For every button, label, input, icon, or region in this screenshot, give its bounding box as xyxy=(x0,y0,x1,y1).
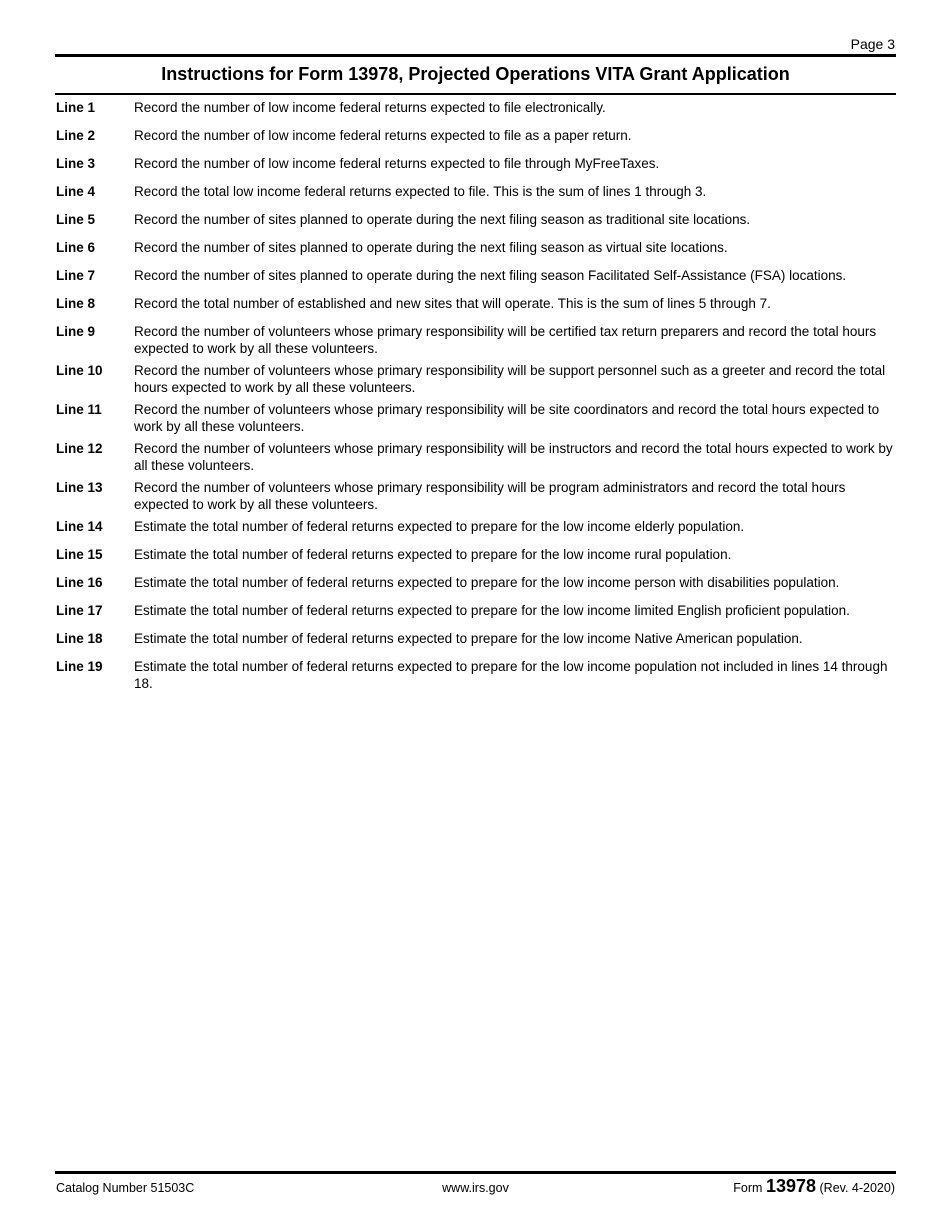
line-label: Line 1 xyxy=(56,100,96,115)
line-label: Line 14 xyxy=(56,519,103,534)
form-prefix: Form xyxy=(733,1181,763,1195)
line-text: Record the number of volunteers whose primary responsibility will be support personnel such as a greeter and record the total hours expected to work by all these volunteers. xyxy=(134,363,886,395)
line-label: Line 18 xyxy=(56,631,103,646)
line-label: Line 10 xyxy=(56,363,103,378)
line-text: Estimate the total number of federal returns expected to prepare for the low income limited English proficient population. xyxy=(134,603,850,618)
page-footer xyxy=(56,1176,895,1200)
line-label: Line 6 xyxy=(56,240,96,255)
line-text: Record the total number of established and new sites that will operate. This is the sum of lines 5 through 7. xyxy=(134,296,771,311)
line-label: Line 16 xyxy=(56,575,103,590)
title-bottom-rule xyxy=(55,93,896,95)
line-instruction xyxy=(56,362,896,396)
line-label: Line 15 xyxy=(56,547,103,562)
line-text: Record the total low income federal returns expected to file. This is the sum of lines 1 through 3. xyxy=(134,184,707,199)
page-title: Instructions for Form 13978, Projected Operations VITA Grant Application xyxy=(161,64,790,84)
form-number: 13978 xyxy=(765,1176,817,1196)
line-instructions-list xyxy=(56,99,896,697)
line-instruction xyxy=(56,323,896,357)
footer-rule xyxy=(55,1171,896,1174)
line-label: Line 9 xyxy=(56,324,96,339)
line-text: Estimate the total number of federal returns expected to prepare for the low income elderly population. xyxy=(134,519,745,534)
line-text: Estimate the total number of federal returns expected to prepare for the low income population not included in lines 14 through 18. xyxy=(134,659,888,691)
line-instruction xyxy=(56,630,896,647)
line-label: Line 11 xyxy=(56,402,102,417)
line-instruction xyxy=(56,99,896,116)
line-label: Line 17 xyxy=(56,603,103,618)
line-instruction xyxy=(56,574,896,591)
line-label: Line 13 xyxy=(56,480,103,495)
line-text: Record the number of sites planned to operate during the next filing season as virtual site locations. xyxy=(134,240,728,255)
line-text: Record the number of low income federal returns expected to file as a paper return. xyxy=(134,128,632,143)
line-label: Line 4 xyxy=(56,184,96,199)
line-instruction xyxy=(56,127,896,144)
line-instruction xyxy=(56,211,896,228)
line-text: Record the number of volunteers whose primary responsibility will be instructors and record the total hours expected to work by all these volunteers. xyxy=(134,441,893,473)
line-label: Line 3 xyxy=(56,156,96,171)
line-label: Line 8 xyxy=(56,296,96,311)
line-instruction xyxy=(56,155,896,172)
line-instruction xyxy=(56,518,896,535)
line-text: Record the number of volunteers whose primary responsibility will be certified tax return preparers and record the total hours expected to work by all these volunteers. xyxy=(134,324,877,356)
line-instruction xyxy=(56,658,896,692)
line-label: Line 5 xyxy=(56,212,96,227)
line-text: Estimate the total number of federal returns expected to prepare for the low income rural population. xyxy=(134,547,732,562)
line-instruction xyxy=(56,546,896,563)
line-instruction xyxy=(56,440,896,474)
line-text: Record the number of low income federal returns expected to file through MyFreeTaxes. xyxy=(134,156,660,171)
line-instruction xyxy=(56,267,896,284)
line-instruction xyxy=(56,602,896,619)
form-identifier xyxy=(733,1176,895,1197)
line-text: Estimate the total number of federal returns expected to prepare for the low income person with disabilities population. xyxy=(134,575,840,590)
website-link[interactable]: www.irs.gov xyxy=(442,1181,509,1195)
catalog-number: Catalog Number 51503C xyxy=(56,1181,195,1195)
line-text: Record the number of sites planned to operate during the next filing season Facilitated Self-Assistance (FSA) locations. xyxy=(134,268,847,283)
line-label: Line 12 xyxy=(56,441,103,456)
line-text: Record the number of low income federal returns expected to file electronically. xyxy=(134,100,606,115)
line-instruction xyxy=(56,479,896,513)
line-text: Estimate the total number of federal returns expected to prepare for the low income Native American population. xyxy=(134,631,803,646)
line-instruction xyxy=(56,183,896,200)
line-label: Line 2 xyxy=(56,128,96,143)
line-instruction xyxy=(56,239,896,256)
line-text: Record the number of volunteers whose primary responsibility will be program administrators and record the total hours expected to work by all these volunteers. xyxy=(134,480,846,512)
line-text: Record the number of volunteers whose primary responsibility will be site coordinators and record the total hours expected to work by all these volunteers. xyxy=(134,402,880,434)
line-label: Line 19 xyxy=(56,659,103,674)
page-number: Page 3 xyxy=(850,36,895,52)
line-instruction xyxy=(56,401,896,435)
title-top-rule xyxy=(55,54,896,57)
line-text: Record the number of sites planned to operate during the next filing season as traditional site locations. xyxy=(134,212,751,227)
line-label: Line 7 xyxy=(56,268,96,283)
line-instruction xyxy=(56,295,896,312)
form-revision: (Rev. 4-2020) xyxy=(819,1181,895,1195)
